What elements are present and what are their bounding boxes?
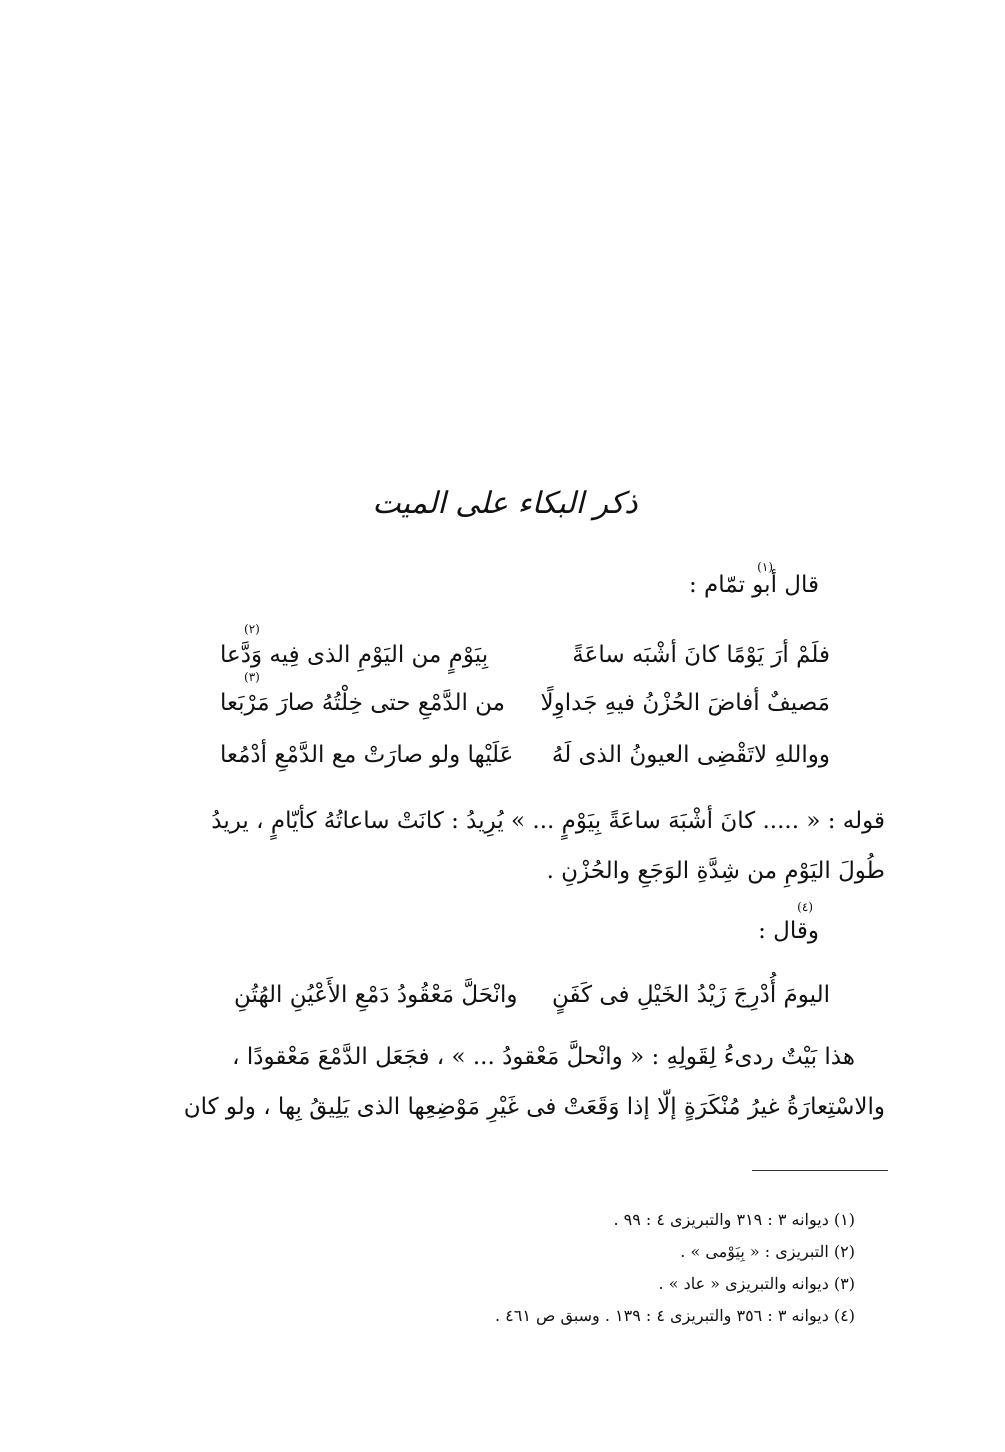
commentary-2-line-2: والاسْتِعارَةُ غيرُ مُنْكَرَةٍ إلّا إذا وَقَعَتْ فى غَيْرِ مَوْضِعِها الذى يَلِيقُ بِها ، ولو كان (183, 1094, 885, 1120)
verse-4-hemistich-2: وانْحَلَّ مَعْقُودُ دَمْعِ الأَعْيُنِ الهُتُنِ (234, 982, 518, 1008)
verse-2-hemistich-1: مَصيفٌ أفاضَ الحُزْنُ فيهِ جَداوِلًا (540, 690, 830, 716)
said-again-line (519, 900, 819, 944)
verse-line-2 (220, 670, 830, 730)
footnote-marker-4: (٤) (797, 900, 813, 914)
footnote-2: (٢) التبريزى : « بِيَوْمى » . (680, 1242, 855, 1261)
footnote-4: (٤) ديوانه ٣ : ٣٥٦ والتبريزى ٤ : ١٣٩ . وسبق ص ٤٦١ . (495, 1306, 855, 1325)
footnote-marker-1: (١) (757, 560, 773, 574)
footnote-separator (752, 1170, 888, 1171)
commentary-2-line-1: هذا بَيْتٌ ردىءُ لِقَولِهِ : « وانْحلَّ مَعْقودُ ... » ، فجَعَل الدَّمْعَ مَعْقودًا ، (232, 1044, 855, 1070)
verse-3-hemistich-1: وواللهِ لاتَقْضِى العيونُ الذى لَهُ (551, 742, 830, 768)
footnote-marker-2: (٢) (244, 622, 260, 636)
commentary-1-line-1: قوله : « ..... كانَ أشْبَهَ ساعَةً بِيَوْمٍ ... » يُرِيدُ : كانَتْ ساعاتُهُ كأيّامٍ ، يريدُ (211, 808, 885, 834)
verse-1-hemistich-2: بِيَوْمٍ من اليَوْمِ الذى فِيه وَدَّعا (220, 642, 489, 668)
verse-4-hemistich-1: اليومَ أُدْرِجَ زَيْدُ الخَيْلِ فى كَفَنٍ (551, 982, 830, 1008)
said-again-text: وقال : (758, 918, 819, 944)
verse-2-hemistich-2: من الدَّمْعِ حتى خِلْتُهُ صارَ مَرْبَعا (220, 690, 506, 716)
verse-3-hemistich-2: عَلَيْها ولو صارَتْ مع الدَّمْعِ أدْمُعا (220, 742, 514, 768)
footnote-marker-3: (٣) (244, 670, 260, 684)
footnote-3: (٣) ديوانه والتبريزى « عاد » . (658, 1274, 855, 1293)
footnote-1: (١) ديوانه ٣ : ٣١٩ والتبريزى ٤ : ٩٩ . (613, 1210, 855, 1229)
intro-text: قال أبو تمّام : (688, 572, 819, 598)
section-title: ذكر البكاء على الميت (372, 486, 638, 521)
verse-line-3 (220, 742, 830, 782)
verse-line-4 (220, 982, 830, 1022)
intro-line (519, 560, 819, 598)
verse-1-hemistich-1: فلَمْ أرَ يَوْمًا كانَ أشْبَه ساعَةً (572, 642, 830, 668)
verse-line-1 (220, 622, 830, 682)
commentary-1-line-2: طُولَ اليَوْمِ من شِدَّةِ الوَجَعِ والحُزْنِ . (546, 858, 885, 884)
